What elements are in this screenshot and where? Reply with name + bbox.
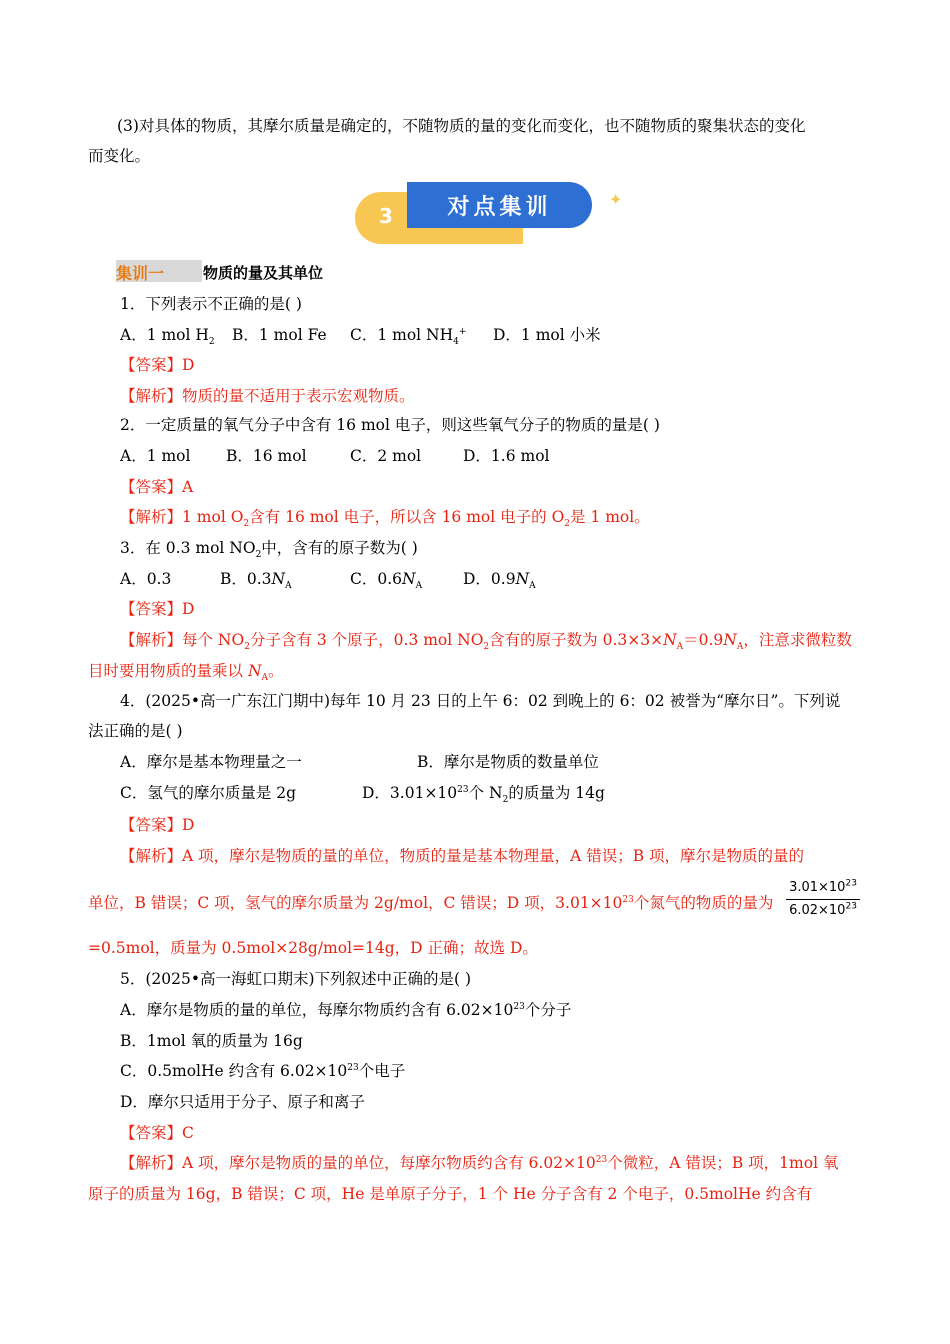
q4-option-a: A．摩尔是基本物理量之一: [120, 753, 302, 771]
q2-analysis: 【解析】1 mol $O_2$含有 16 mol 电子，所以含 16 mol 电子的 $O_2$是 1 mol。: [120, 508, 650, 530]
intro-line-2: 而变化。: [88, 147, 151, 165]
q5-option-b: B．1mol 氧的质量为 16g: [120, 1032, 303, 1050]
q2-answer: 【答案】A: [120, 478, 194, 496]
fraction-numerator: $3.01\times 10^{23}$: [789, 878, 857, 895]
q4-answer: 【答案】D: [120, 816, 195, 834]
q5-option-d: D．摩尔只适用于分子、原子和离子: [120, 1093, 365, 1111]
q1-stem: 1．下列表示不正确的是( ): [120, 295, 302, 313]
q3-answer: 【答案】D: [120, 600, 195, 618]
q5-option-c: C．0.5molHe 约含有 $6.02\times 10^{23}$个电子: [120, 1062, 406, 1080]
q1-analysis: 【解析】物质的量不适用于表示宏观物质。: [120, 387, 415, 405]
q2-stem: 2．一定质量的氧气分子中含有 16 mol 电子，则这些氧气分子的物质的量是( ): [120, 416, 660, 434]
q4-option-b: B．摩尔是物质的数量单位: [417, 753, 599, 771]
q3-analysis-line-2: 目时要用物质的量乘以 $N_A$。: [88, 662, 284, 684]
q4-option-d: D．$3.01\times 10^{23}$个 $N_2$的质量为 14g: [362, 784, 605, 806]
q2-option-c: C．2 mol: [350, 447, 422, 465]
q1-option-c: C．1 mol $NH_4^+$: [350, 326, 467, 348]
section-banner: [355, 180, 625, 244]
q5-option-a: A．摩尔是物质的量的单位，每摩尔物质约含有 $6.02\times 10^{23}$个分子: [120, 1001, 572, 1019]
star-icon: ✦: [609, 190, 623, 209]
section-title: 物质的量及其单位: [203, 264, 324, 282]
fraction: [786, 880, 860, 919]
q4-stem-line-1: 4．(2025•高一广东江门期中)每年 10 月 23 日的上午 6：02 到晚上的 6：02 被誉为“摩尔日”。下列说: [120, 692, 841, 710]
q1-answer: 【答案】D: [120, 356, 195, 374]
q3-stem: 3．在 0.3 mol $NO_2$中，含有的原子数为( ): [120, 539, 418, 561]
q5-analysis-line-2: 原子的质量为 16g，B 错误；C 项，He 是单原子分子，1 个 He 分子含有 2 个电子，0.5molHe 约含有: [88, 1185, 813, 1203]
q1-option-d: D．1 mol 小米: [493, 326, 601, 344]
q3-option-a: A．0.3: [120, 570, 172, 588]
section-tag: 集训一: [116, 264, 165, 283]
q3-option-d: D．$0.9N_A$: [463, 570, 536, 592]
q2-option-a: A．1 mol: [120, 447, 191, 465]
banner-number: 3: [379, 204, 393, 228]
q3-option-c: C．$0.6N_A$: [350, 570, 423, 592]
q4-stem-line-2: 法正确的是( ): [88, 722, 183, 740]
q2-option-d: D．1.6 mol: [463, 447, 550, 465]
q5-analysis-line-1: 【解析】A 项，摩尔是物质的量的单位，每摩尔物质约含有 $6.02\times 10^{23}$个微粒，A 错误；B 项，1mol 氧: [120, 1154, 839, 1172]
q4-analysis-line-2: 单位，B 错误；C 项，氢气的摩尔质量为 2g/mol，C 错误；D 项，$3.01\times 10^{23}$个氮气的物质的量为: [88, 894, 774, 912]
banner-title: 对点集训: [447, 195, 552, 220]
q3-analysis-line-1: 【解析】每个 $NO_2$分子含有 3 个原子，0.3 mol $NO_2$含有的原子数为 $0.3\times 3\times N_A=0.9N_A$，注意求微粒数: [120, 631, 852, 653]
q3-option-b: B．$0.3N_A$: [220, 570, 292, 592]
q1-option-a: A．1 mol $H_2$: [120, 326, 215, 348]
q5-stem: 5．(2025•高一海虹口期末)下列叙述中正确的是( ): [120, 970, 472, 988]
q1-option-b: B．1 mol Fe: [232, 326, 327, 344]
q5-answer: 【答案】C: [120, 1124, 194, 1142]
q2-option-b: B．16 mol: [226, 447, 307, 465]
fraction-denominator: $6.02\times 10^{23}$: [789, 901, 857, 918]
q4-analysis-line-3: =0.5mol，质量为 0.5mol×28g/mol=14g，D 正确；故选 D。: [88, 939, 538, 957]
q4-analysis-line-1: 【解析】A 项，摩尔是物质的量的单位，物质的量是基本物理量，A 错误；B 项，摩尔是物质的量的: [120, 847, 805, 865]
q4-option-c: C．氢气的摩尔质量是 2g: [120, 784, 297, 802]
fraction-bar: [786, 899, 860, 900]
intro-line-1: (3)对具体的物质，其摩尔质量是确定的，不随物质的量的变化而变化，也不随物质的聚集状态的变化: [117, 117, 806, 135]
